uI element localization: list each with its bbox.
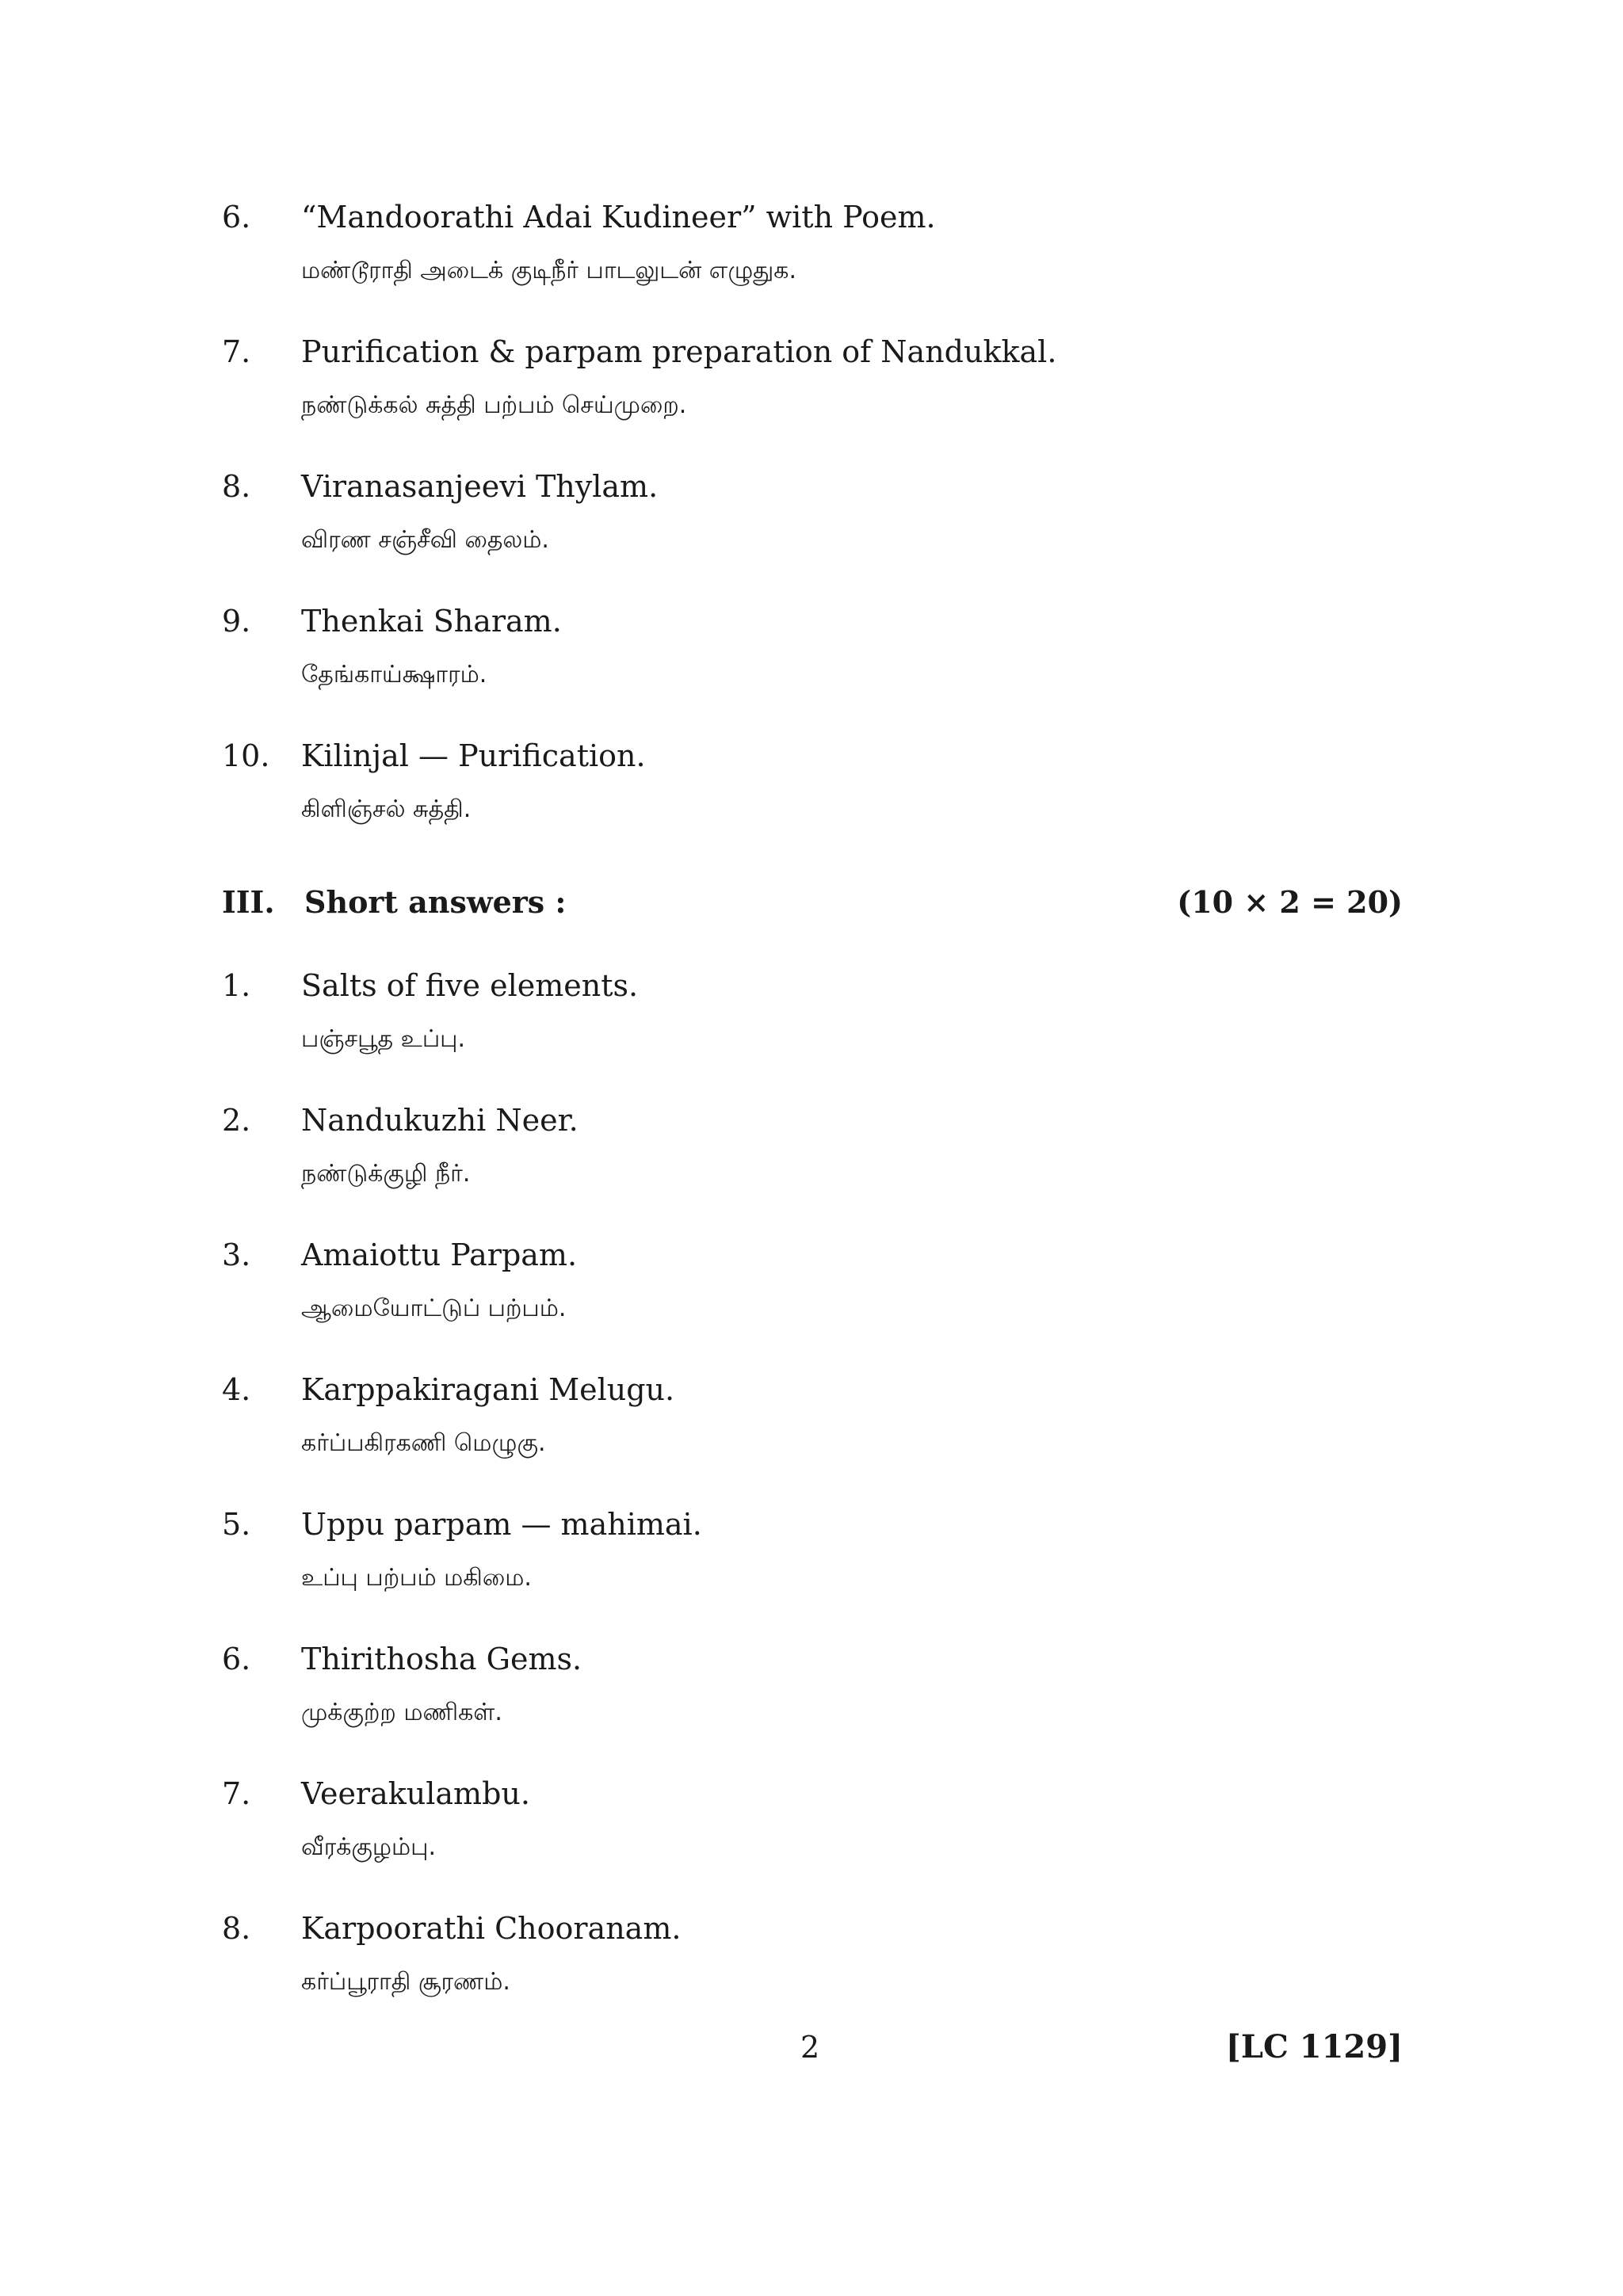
question-text-tamil: கர்ப்பகிரகணி மெழுகு. xyxy=(301,1429,546,1457)
question-number: 5. xyxy=(222,1507,251,1542)
question-text-tamil: தேங்காய்க்ஷாரம். xyxy=(301,661,487,688)
page-number: 2 xyxy=(800,2030,820,2065)
question-number: 2. xyxy=(222,1103,251,1138)
question-text-english: Kilinjal — Purification. xyxy=(301,738,646,773)
question-number: 9. xyxy=(222,604,251,639)
question-number: 10. xyxy=(222,738,270,773)
section-number: III. xyxy=(222,884,275,920)
question-number: 4. xyxy=(222,1372,251,1407)
question-number: 7. xyxy=(222,334,251,369)
question-text-english: Amaiottu Parpam. xyxy=(301,1238,578,1272)
question-number: 8. xyxy=(222,1911,251,1946)
section-marks: (10 × 2 = 20) xyxy=(1177,884,1403,920)
question-text-tamil: ஆமையோட்டுப் பற்பம். xyxy=(301,1295,567,1322)
question-number: 3. xyxy=(222,1238,251,1272)
question-text-english: Uppu parpam — mahimai. xyxy=(301,1507,702,1542)
question-text-english: Purification & parpam preparation of Nandukkal. xyxy=(301,334,1057,369)
question-text-tamil: நண்டுக்குழி நீர். xyxy=(301,1160,471,1188)
question-text-tamil: மண்டூராதி அடைக் குடிநீர் பாடலுடன் எழுதுக. xyxy=(301,257,797,284)
question-text-tamil: முக்குற்ற மணிகள். xyxy=(301,1699,502,1726)
question-text-tamil: வீரக்குழம்பு. xyxy=(301,1833,437,1861)
question-text-tamil: விரண சஞ்சீவி தைலம். xyxy=(301,526,549,554)
question-text-english: Nandukuzhi Neer. xyxy=(301,1103,579,1138)
question-number: 6. xyxy=(222,1642,251,1676)
question-number: 6. xyxy=(222,200,251,235)
question-text-tamil: கர்ப்பூராதி சூரணம். xyxy=(301,1968,510,1996)
question-text-english: “Mandoorathi Adai Kudineer” with Poem. xyxy=(301,200,936,235)
question-text-english: Viranasanjeevi Thylam. xyxy=(301,469,659,504)
question-number: 8. xyxy=(222,469,251,504)
question-text-english: Karpoorathi Chooranam. xyxy=(301,1911,682,1946)
question-number: 7. xyxy=(222,1776,251,1811)
question-text-english: Veerakulambu. xyxy=(301,1776,530,1811)
question-text-english: Karppakiragani Melugu. xyxy=(301,1372,675,1407)
question-text-english: Thirithosha Gems. xyxy=(301,1642,582,1676)
question-text-tamil: உப்பு பற்பம் மகிமை. xyxy=(301,1564,532,1592)
question-text-tamil: நண்டுக்கல் சுத்தி பற்பம் செய்முறை. xyxy=(301,391,687,419)
paper-code: [LC 1129] xyxy=(1225,2028,1403,2065)
section-title: Short answers : xyxy=(304,884,567,920)
question-text-tamil: பஞ்சபூத உப்பு. xyxy=(301,1025,466,1053)
question-text-english: Thenkai Sharam. xyxy=(301,604,562,639)
question-number: 1. xyxy=(222,968,251,1003)
question-text-tamil: கிளிஞ்சல் சுத்தி. xyxy=(301,795,472,823)
question-text-english: Salts of five elements. xyxy=(301,968,639,1003)
